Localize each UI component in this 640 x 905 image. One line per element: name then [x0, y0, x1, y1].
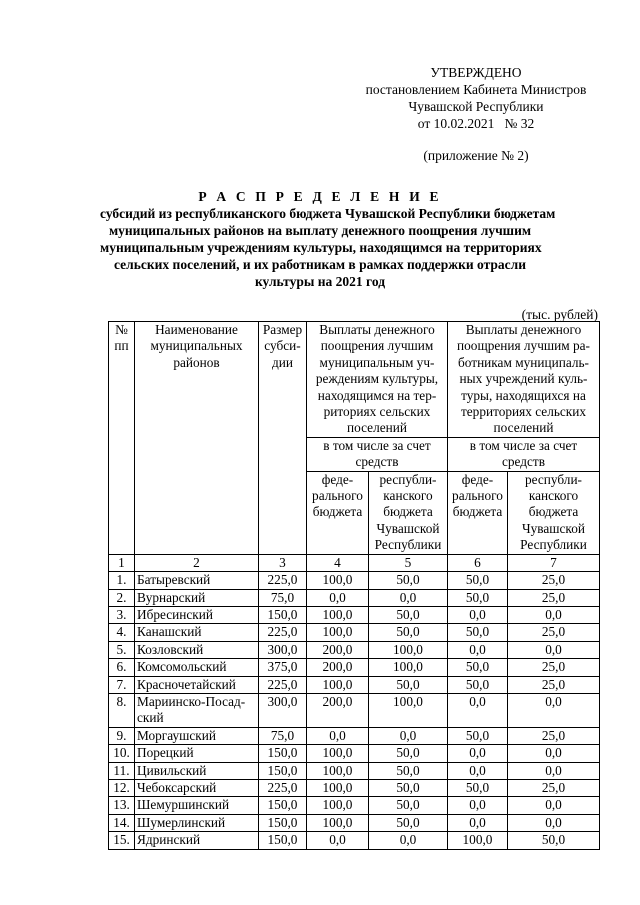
table-row: [109, 624, 600, 641]
workers-federal-value: 50,0: [448, 659, 508, 676]
header-republic-budget: республи- канского бюджета Чувашской Республики: [369, 471, 448, 554]
subsidy-size-value: 300,0: [259, 693, 307, 727]
row-number: 9.: [109, 727, 135, 744]
approval-republic: Чувашской Республики: [408, 99, 544, 114]
subsidy-size-value: 75,0: [259, 727, 307, 744]
workers-republic-value: 25,0: [508, 676, 600, 693]
header-including-funds: в том числе за счет средств: [307, 437, 448, 471]
institutions-republic-value: 100,0: [369, 693, 448, 727]
institutions-republic-value: 0,0: [369, 832, 448, 849]
header-number: № пп: [109, 322, 135, 555]
workers-republic-value: 25,0: [508, 727, 600, 744]
institutions-federal-value: 100,0: [307, 606, 369, 623]
subsidy-size-value: 150,0: [259, 832, 307, 849]
header-federal-budget: феде- рального бюджета: [448, 471, 508, 554]
institutions-republic-value: 50,0: [369, 797, 448, 814]
table-row: [109, 814, 600, 831]
subsidy-size-value: 150,0: [259, 797, 307, 814]
header-republic-budget: республи- канского бюджета Чувашской Республики: [508, 471, 600, 554]
workers-federal-value: 0,0: [448, 641, 508, 658]
subsidy-size-value: 150,0: [259, 606, 307, 623]
column-number: 6: [448, 554, 508, 571]
institutions-republic-value: 50,0: [369, 624, 448, 641]
heading-line: культуры на 2021 год: [254, 274, 386, 289]
subsidy-table: [108, 321, 600, 850]
workers-federal-value: 50,0: [448, 779, 508, 796]
table-row: [109, 659, 600, 676]
row-number: 6.: [109, 659, 135, 676]
institutions-federal-value: 100,0: [307, 814, 369, 831]
workers-republic-value: 25,0: [508, 624, 600, 641]
row-number: 8.: [109, 693, 135, 727]
workers-federal-value: 0,0: [448, 606, 508, 623]
workers-federal-value: 0,0: [448, 797, 508, 814]
approval-title: УТВЕРЖДЕНО: [430, 65, 522, 80]
row-number: 10.: [109, 745, 135, 762]
institutions-republic-value: 100,0: [369, 659, 448, 676]
table-body: [109, 572, 600, 850]
district-name: Мариинско-Посад- ский: [135, 693, 259, 727]
district-name: Чебоксарский: [135, 779, 259, 796]
workers-republic-value: 25,0: [508, 589, 600, 606]
workers-federal-value: 0,0: [448, 745, 508, 762]
subsidy-size-value: 225,0: [259, 779, 307, 796]
row-number: 13.: [109, 797, 135, 814]
institutions-federal-value: 200,0: [307, 659, 369, 676]
column-number: 4: [307, 554, 369, 571]
table-row: [109, 797, 600, 814]
institutions-republic-value: 50,0: [369, 606, 448, 623]
workers-republic-value: 50,0: [508, 832, 600, 849]
units-label: (тыс. рублей): [521, 307, 598, 322]
workers-republic-value: 0,0: [508, 641, 600, 658]
district-name: Шемуршинский: [135, 797, 259, 814]
document-heading: [100, 188, 556, 290]
row-number: 2.: [109, 589, 135, 606]
table-row: [109, 779, 600, 796]
header-row: [109, 322, 600, 438]
header-district-name: Наименование муниципальных районов: [135, 322, 259, 555]
approval-block: [352, 64, 600, 132]
subsidy-size-value: 75,0: [259, 589, 307, 606]
column-number: 1: [109, 554, 135, 571]
workers-federal-value: 100,0: [448, 832, 508, 849]
institutions-republic-value: 0,0: [369, 727, 448, 744]
row-number: 5.: [109, 641, 135, 658]
subsidy-size-value: 225,0: [259, 676, 307, 693]
district-name: Канашский: [135, 624, 259, 641]
workers-republic-value: 0,0: [508, 814, 600, 831]
table-row: [109, 676, 600, 693]
district-name: Вурнарский: [135, 589, 259, 606]
district-name: Ядринский: [135, 832, 259, 849]
district-name: Козловский: [135, 641, 259, 658]
workers-federal-value: 50,0: [448, 572, 508, 589]
district-name: Красночетайский: [135, 676, 259, 693]
row-number: 15.: [109, 832, 135, 849]
institutions-federal-value: 100,0: [307, 572, 369, 589]
workers-federal-value: 50,0: [448, 624, 508, 641]
subsidy-size-value: 300,0: [259, 641, 307, 658]
district-name: Моргаушский: [135, 727, 259, 744]
table-row: [109, 693, 600, 727]
heading-line: субсидий из республиканского бюджета Чувашской Республики бюджетам: [100, 206, 556, 221]
district-name: Порецкий: [135, 745, 259, 762]
workers-republic-value: 25,0: [508, 779, 600, 796]
institutions-federal-value: 0,0: [307, 832, 369, 849]
table-row: [109, 572, 600, 589]
table-row: [109, 589, 600, 606]
district-name: Батыревский: [135, 572, 259, 589]
workers-republic-value: 0,0: [508, 693, 600, 727]
workers-republic-value: 0,0: [508, 762, 600, 779]
institutions-federal-value: 0,0: [307, 589, 369, 606]
subsidy-size-value: 225,0: [259, 572, 307, 589]
workers-republic-value: 25,0: [508, 572, 600, 589]
institutions-federal-value: 100,0: [307, 797, 369, 814]
workers-federal-value: 50,0: [448, 727, 508, 744]
table-row: [109, 762, 600, 779]
workers-republic-value: 25,0: [508, 659, 600, 676]
workers-federal-value: 50,0: [448, 589, 508, 606]
table-row: [109, 832, 600, 849]
district-name: Цивильский: [135, 762, 259, 779]
row-number: 12.: [109, 779, 135, 796]
workers-republic-value: 0,0: [508, 797, 600, 814]
institutions-republic-value: 50,0: [369, 762, 448, 779]
column-number: 2: [135, 554, 259, 571]
institutions-republic-value: 50,0: [369, 814, 448, 831]
subsidy-size-value: 150,0: [259, 745, 307, 762]
institutions-republic-value: 50,0: [369, 779, 448, 796]
table-row: [109, 606, 600, 623]
institutions-federal-value: 100,0: [307, 676, 369, 693]
institutions-republic-value: 100,0: [369, 641, 448, 658]
row-number: 4.: [109, 624, 135, 641]
district-name: Шумерлинский: [135, 814, 259, 831]
header-federal-budget: феде- рального бюджета: [307, 471, 369, 554]
institutions-federal-value: 0,0: [307, 727, 369, 744]
institutions-republic-value: 50,0: [369, 572, 448, 589]
column-number: 7: [508, 554, 600, 571]
workers-federal-value: 0,0: [448, 693, 508, 727]
column-number-row: [109, 554, 600, 571]
institutions-republic-value: 0,0: [369, 589, 448, 606]
subsidy-size-value: 150,0: [259, 762, 307, 779]
district-name: Комсомольский: [135, 659, 259, 676]
institutions-federal-value: 200,0: [307, 693, 369, 727]
header-workers-payments: Выплаты денежного поощрения лучшим ра- ботникам муниципаль- ных учреждений куль- туры, находящихся на территориях сельских поселений: [448, 322, 600, 438]
row-number: 7.: [109, 676, 135, 693]
workers-republic-value: 0,0: [508, 606, 600, 623]
table-row: [109, 641, 600, 658]
institutions-republic-value: 50,0: [369, 676, 448, 693]
subsidy-size-value: 225,0: [259, 624, 307, 641]
institutions-federal-value: 100,0: [307, 779, 369, 796]
heading-line: муниципальным учреждениям культуры, находящимся на территориях: [100, 240, 542, 255]
column-number: 3: [259, 554, 307, 571]
workers-federal-value: 50,0: [448, 676, 508, 693]
row-number: 11.: [109, 762, 135, 779]
district-name: Ибресинский: [135, 606, 259, 623]
header-including-funds: в том числе за счет средств: [448, 437, 600, 471]
heading-line: муниципальных районов на выплату денежного поощрения лучшим: [108, 223, 532, 238]
institutions-republic-value: 50,0: [369, 745, 448, 762]
institutions-federal-value: 100,0: [307, 762, 369, 779]
table-row: [109, 727, 600, 744]
row-number: 1.: [109, 572, 135, 589]
appendix-label: (приложение № 2): [423, 148, 529, 163]
header-institutions-payments: Выплаты денежного поощрения лучшим муниципальным уч- реждениям культуры, находящимся на тер- риториях сельских поселений: [307, 322, 448, 438]
subsidy-size-value: 375,0: [259, 659, 307, 676]
institutions-federal-value: 200,0: [307, 641, 369, 658]
workers-republic-value: 0,0: [508, 745, 600, 762]
approval-date-number: от 10.02.2021 № 32: [417, 116, 535, 131]
table-row: [109, 745, 600, 762]
institutions-federal-value: 100,0: [307, 745, 369, 762]
heading-line: сельских поселений, и их работникам в рамках поддержки отрасли: [114, 257, 526, 272]
institutions-federal-value: 100,0: [307, 624, 369, 641]
heading-title: Р А С П Р Е Д Е Л Е Н И Е: [198, 189, 442, 204]
column-number: 5: [369, 554, 448, 571]
approval-issuer: постановлением Кабинета Министров: [365, 82, 587, 97]
workers-federal-value: 0,0: [448, 814, 508, 831]
workers-federal-value: 0,0: [448, 762, 508, 779]
header-subsidy-size: Размер субси- дии: [259, 322, 307, 555]
subsidy-size-value: 150,0: [259, 814, 307, 831]
row-number: 14.: [109, 814, 135, 831]
row-number: 3.: [109, 606, 135, 623]
